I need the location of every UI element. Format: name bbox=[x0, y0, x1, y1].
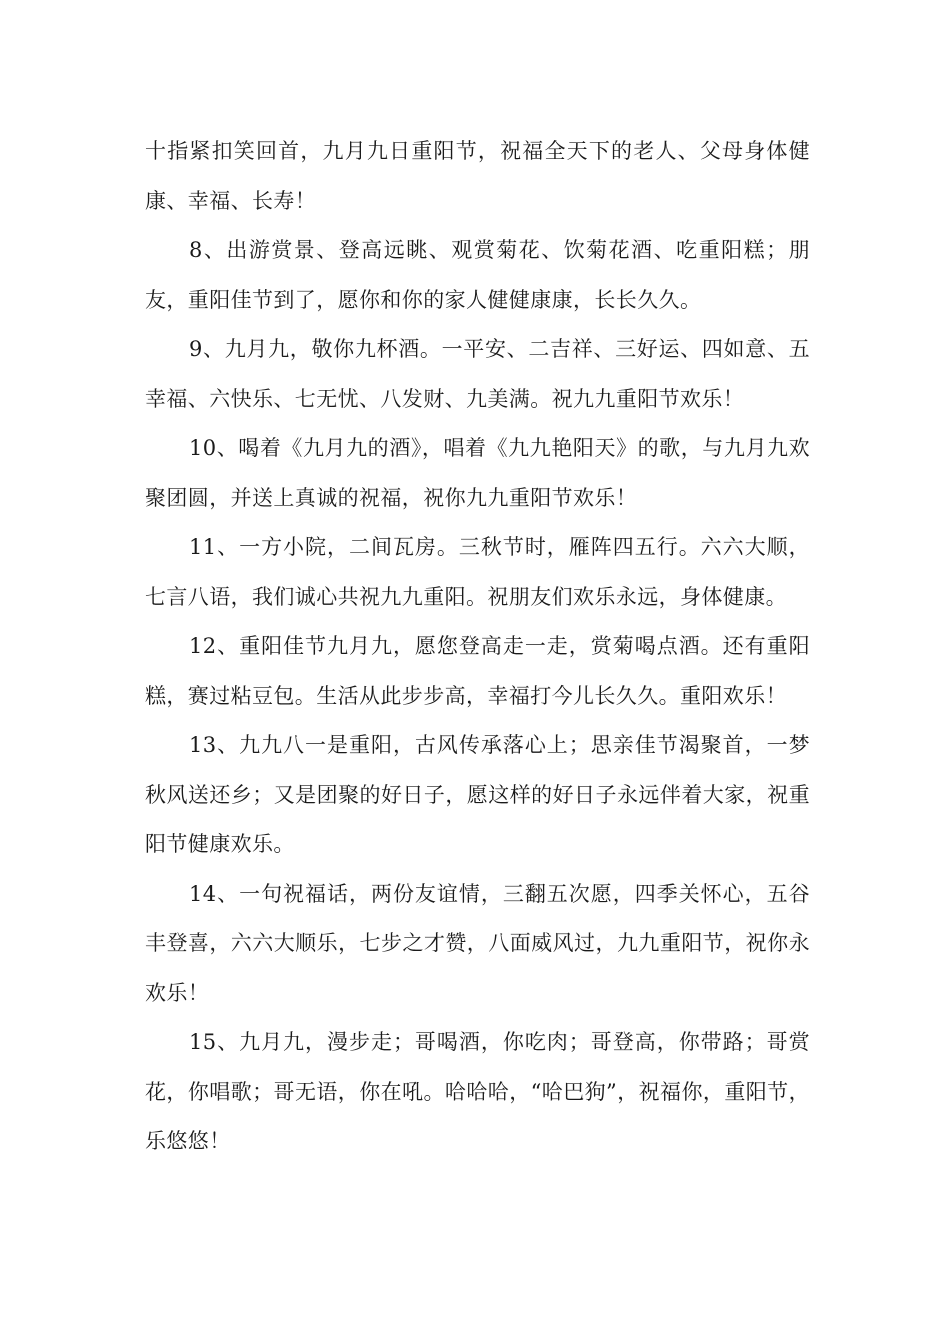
paragraph-continuation: 十指紧扣笑回首，九月九日重阳节，祝福全天下的老人、父母身体健康、幸福、长寿！ bbox=[145, 139, 810, 213]
paragraph-item-15: 15、九月九，漫步走；哥喝酒，你吃肉；哥登高，你带路；哥赏花，你唱歌；哥无语，你在吼。哈哈哈，“哈巴狗”，祝福你，重阳节，乐悠悠！ bbox=[145, 1030, 810, 1153]
paragraph-item-8: 8、出游赏景、登高远眺、观赏菊花、饮菊花酒、吃重阳糕；朋友，重阳佳节到了，愿你和你的家人健健康康，长长久久。 bbox=[145, 238, 810, 312]
paragraph-item-12: 12、重阳佳节九月九，愿您登高走一走，赏菊喝点酒。还有重阳糕，赛过粘豆包。生活从此步步高，幸福打今儿长久久。重阳欢乐！ bbox=[145, 634, 810, 708]
paragraph-item-14: 14、一句祝福话，两份友谊情，三翻五次愿，四季关怀心，五谷丰登喜，六六大顺乐，七步之才赞，八面威风过，九九重阳节，祝你永欢乐！ bbox=[145, 881, 810, 1005]
document-body bbox=[145, 127, 810, 1167]
paragraph-item-10: 10、喝着《九月九的酒》，唱着《九九艳阳天》的歌，与九月九欢聚团圆，并送上真诚的祝福，祝你九九重阳节欢乐！ bbox=[145, 436, 810, 510]
paragraph-item-9: 9、九月九，敬你九杯酒。一平安、二吉祥、三好运、四如意、五幸福、六快乐、七无忧、八发财、九美满。祝九九重阳节欢乐！ bbox=[145, 337, 810, 411]
paragraph-item-11: 11、一方小院，二间瓦房。三秋节时，雁阵四五行。六六大顺，七言八语，我们诚心共祝九九重阳。祝朋友们欢乐永远，身体健康。 bbox=[145, 535, 810, 609]
paragraph-item-13: 13、九九八一是重阳，古风传承落心上；思亲佳节渴聚首，一梦秋风送还乡；又是团聚的好日子，愿这样的好日子永远伴着大家，祝重阳节健康欢乐。 bbox=[145, 733, 810, 856]
